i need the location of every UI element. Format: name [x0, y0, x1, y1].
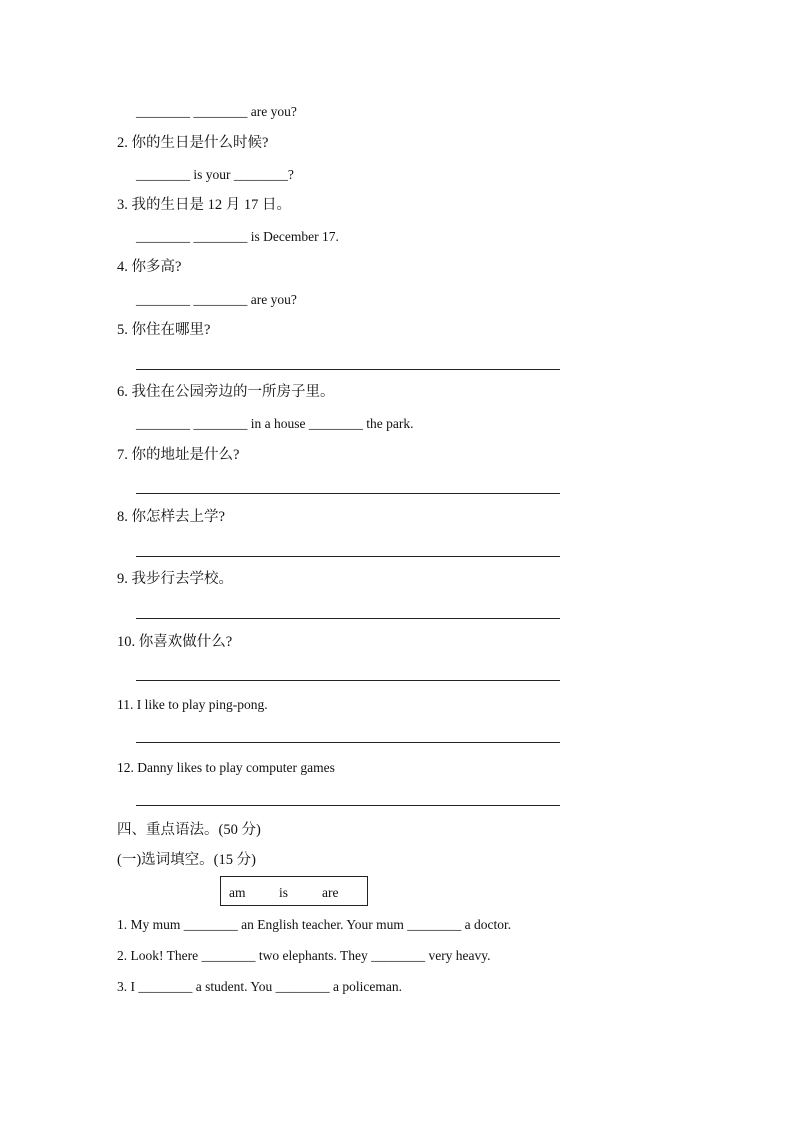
q2-answer-template: ________ is your ________? [136, 167, 294, 182]
q8-answer-line[interactable] [136, 556, 560, 557]
q5-answer-line[interactable] [136, 369, 560, 370]
q9-prompt: 9. 我步行去学校。 [117, 571, 233, 587]
fill-sentence-1: 1. My mum ________ an English teacher. Your mum ________ a doctor. [117, 917, 512, 932]
q5-prompt: 5. 你住在哪里? [117, 322, 211, 338]
q7-prompt: 7. 你的地址是什么? [117, 447, 240, 463]
q6-prompt: 6. 我住在公园旁边的一所房子里。 [117, 384, 335, 400]
q12-prompt: 12. Danny likes to play computer games [117, 760, 335, 775]
q4-prompt: 4. 你多高? [117, 259, 182, 275]
word-option-am: am [229, 885, 246, 900]
fill-sentence-2: 2. Look! There ________ two elephants. They ________ very heavy. [117, 948, 491, 963]
q10-answer-line[interactable] [136, 680, 560, 681]
q2-prompt: 2. 你的生日是什么时候? [117, 135, 269, 151]
section-4-title: 四、重点语法。(50 分) [117, 822, 261, 838]
q6-answer-template: ________ ________ in a house ________ the park. [136, 416, 414, 431]
q8-prompt: 8. 你怎样去上学? [117, 509, 225, 525]
word-bank-box [220, 876, 368, 906]
q10-prompt: 10. 你喜欢做什么? [117, 634, 233, 650]
q4-answer-template: ________ ________ are you? [136, 292, 297, 307]
q3-prompt: 3. 我的生日是 12 月 17 日。 [117, 197, 291, 213]
q1-answer-template: ________ ________ are you? [136, 104, 297, 119]
word-option-are: are [322, 885, 339, 900]
q7-answer-line[interactable] [136, 493, 560, 494]
fill-sentence-3: 3. I ________ a student. You ________ a policeman. [117, 979, 402, 994]
q12-answer-line[interactable] [136, 805, 560, 806]
q11-prompt: 11. I like to play ping-pong. [117, 697, 268, 712]
q3-answer-template: ________ ________ is December 17. [136, 229, 339, 244]
word-option-is: is [279, 885, 289, 900]
subsection-1-title: (一)选词填空。(15 分) [117, 852, 256, 868]
q11-answer-line[interactable] [136, 742, 560, 743]
q9-answer-line[interactable] [136, 618, 560, 619]
